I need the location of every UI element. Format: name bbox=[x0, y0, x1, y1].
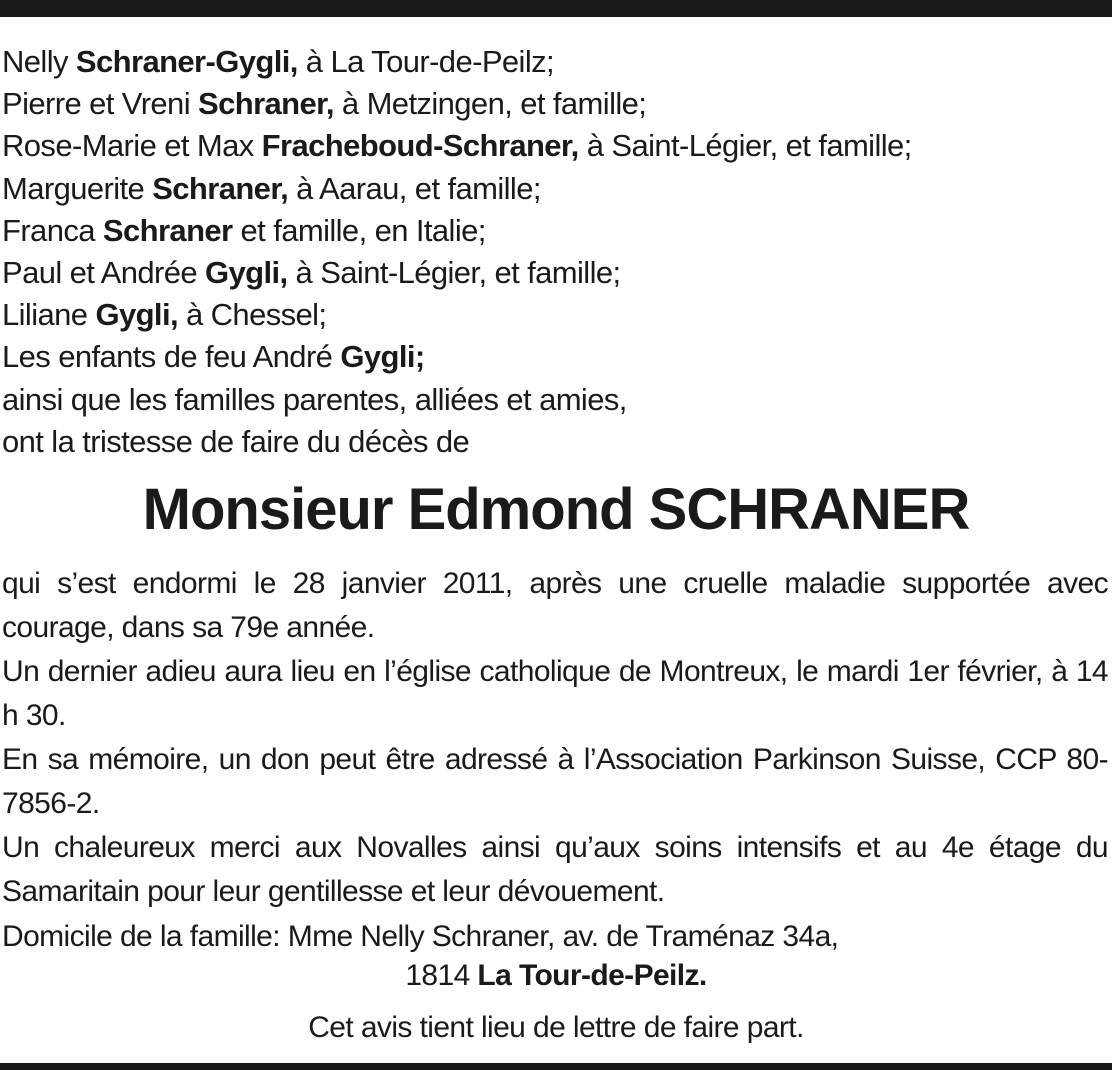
mourners-list bbox=[2, 41, 1108, 463]
closing-note: Cet avis tient lieu de lettre de faire part. bbox=[308, 1011, 804, 1044]
thanks-paragraph: Un chaleureux merci aux Novalles ainsi qu’aux soins intensifs et au 4e étage du Samaritain pour leur gentillesse et leur dévouement. bbox=[2, 831, 1108, 908]
top-rule bbox=[0, 0, 1112, 17]
mourner-line: ainsi que les familles parentes, alliées et amies, bbox=[2, 381, 627, 417]
bottom-rule bbox=[0, 1063, 1112, 1070]
town: La Tour-de-Peilz. bbox=[477, 959, 707, 992]
mourner-line: Pierre et Vreni Schraner, à Metzingen, et famille; bbox=[2, 86, 647, 122]
mourner-line: Liliane Gygli, à Chessel; bbox=[2, 297, 327, 333]
postcode: 1814 bbox=[405, 959, 478, 992]
death-notice-paragraph: qui s’est endormi le 28 janvier 2011, après une cruelle maladie supportée avec courage, dans sa 79e année. bbox=[2, 567, 1108, 644]
mourner-line: Les enfants de feu André Gygli; bbox=[2, 339, 425, 375]
mourner-line: Franca Schraner et famille, en Italie; bbox=[2, 212, 486, 248]
funeral-paragraph: Un dernier adieu aura lieu en l’église catholique de Montreux, le mardi 1er février, à 14 h 30. bbox=[2, 655, 1108, 732]
mourner-line: Rose-Marie et Max Fracheboud-Schraner, à Saint-Légier, et famille; bbox=[2, 128, 912, 164]
mourner-line: Nelly Schraner-Gygli, à La Tour-de-Peilz; bbox=[2, 44, 555, 79]
mourner-line: Marguerite Schraner, à Aarau, et famille; bbox=[2, 170, 541, 206]
deceased-name: Monsieur Edmond SCHRANER bbox=[142, 477, 970, 542]
family-domicile-town bbox=[0, 956, 1112, 996]
donation-paragraph: En sa mémoire, un don peut être adressé à l’Association Parkinson Suisse, CCP 80-7856-2. bbox=[2, 743, 1108, 820]
mourner-line: Paul et Andrée Gygli, à Saint-Légier, et famille; bbox=[2, 254, 621, 290]
mourner-line: ont la tristesse de faire du décès de bbox=[2, 423, 470, 459]
family-domicile: Domicile de la famille: Mme Nelly Schraner, av. de Traménaz 34a, bbox=[2, 920, 839, 953]
